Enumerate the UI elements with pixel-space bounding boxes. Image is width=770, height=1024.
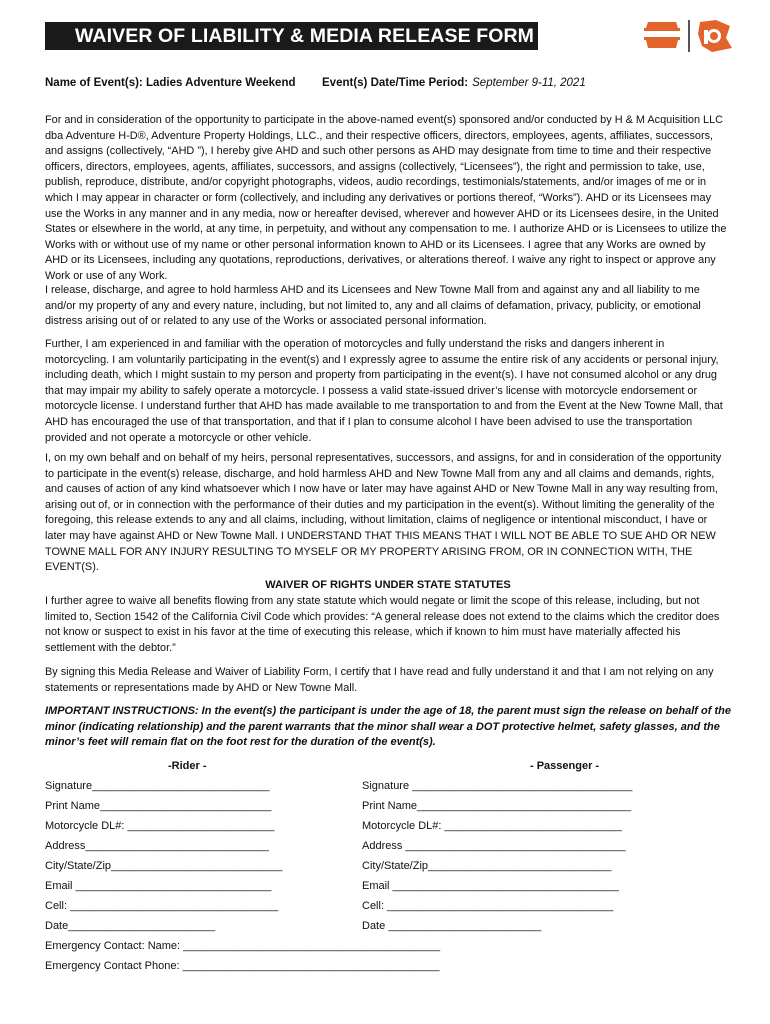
rider-signature-field[interactable]: Signature_____________________________ [45,780,270,792]
passenger-cell-field[interactable]: Cell: _____________________________________ [362,900,614,912]
passenger-date-field[interactable]: Date _________________________ [362,920,542,932]
media-release-paragraph: For and in consideration of the opportunity to participate in the above-named event(s) sponsored and/or conducted by H & M Acquisition LLC dba Adventure H-D®, Adventure Property Holdings, LLC., and their respective officers, directors, employees, agents, affiliates, successors, and assigns (collectively, “AHD ”), I hereby give AHD and such other persons as AHD may designate from time to time and their respective officers, directors, employees, agents, affiliates, successors, and assigns (collectively, “Licensees”), the right and permission to take, use, publish, reproduce, distribute, and/or copyright photographs, videos, audio recordings, testimonials/statements, and/or images of me or in which I may appear in character or form (collectively, and including any derivatives or portions thereof, “Works”). AHD or its Licensees may use the Works in any manner and in any media, now or hereafter devised, wherever and however AHD or its Licensees desire, in the United States or elsewhere in the world, at any time, in perpetuity, and without any compensation to me. I authorize AHD or is Licensees to utilize the Works with or without use of my name or other personal information known to AHD or its Licensees. I agree that any Works are owned by AHD or its Licensees, including any quotations, reproductions, derivatives, or alterations thereof. I waive any right to inspect or approve any Work or use of any Work. [45,114,727,282]
brand-logo [642,18,742,54]
event-date [322,77,586,89]
passenger-signature-field[interactable]: Signature ____________________________________ [362,780,633,792]
rider-dl-field[interactable]: Motorcycle DL#: ________________________ [45,820,275,832]
liability-paragraph: I, on my own behalf and on behalf of my heirs, personal representatives, successors, and assigns, for and in consideration of the opportunity to participate in the event(s) release, discharge, and hold harmless AHD and New Towne Mall from any and all claims and demands, rights, and causes of action of any kind whatsoever which I now have or later may have against AHD or New Towne Mall in any way resulting from, arising out of, or in connection with the performance of their duties and my participation in the event(s). Without limiting the generality of the foregoing, this release extends to any and all claims, including, without limitation, claims of negligence or intentional misconduct, I have or later may have against AHD or New Towne Mall. I UNDERSTAND THAT THIS MEANS THAT I WILL NOT BE ABLE TO SUE AHD OR NEW TOWNE MALL FOR ANY INJURY RESULTING TO MYSELF OR MY PROPERTY ARISING FROM, OR IN CONNECTION WITH, THE EVENT(S). [45,452,722,574]
anniversary-badge-icon [698,20,732,52]
event-name: Name of Event(s): Ladies Adventure Weekend [45,77,296,89]
important-instructions: IMPORTANT INSTRUCTIONS: In the event(s) the participant is under the age of 18, the parent must sign the release on behalf of the minor (indicating relationship) and the parent warrants that the minor shall wear a DOT protective helmet, safety glasses, and the minor’s feet will remain flat on the foot rest for the duration of the event(s). [45,705,731,749]
passenger-city-field[interactable]: City/State/Zip______________________________ [362,860,612,872]
event-date-label: Event(s) Date/Time Period: [322,77,469,89]
rider-date-field[interactable]: Date________________________ [45,920,216,932]
risk-paragraph: Further, I am experienced in and familiar with the operation of motorcycles and fully understand the risks and dangers inherent in motorcycling. I am voluntarily participating in the event(s) and I expressly agree to assume the entire risk of any accidents or personal injury, including death, which I might sustain to my person and property from participating in the event(s). I have not consumed alcohol or any drug that may impair my ability to safely operate a motorcycle. I possess a valid state-issued driver’s license with motorcycle endorsement or motorcycle license. I understand further that AHD has made available to me transportation to and from the Event at the New Towne Mall, that AHD has encouraged the use of that transportation, and that if I plan to consume alcohol I have been advised to use the transportation provided and not operate a motorcycle or other vehicle. [45,338,723,444]
rider-heading: -Rider - [168,760,207,772]
rider-address-field[interactable]: Address______________________________ [45,840,269,852]
passenger-email-field[interactable]: Email _____________________________________ [362,880,619,892]
rider-print-name-field[interactable]: Print Name____________________________ [45,800,272,812]
rider-city-field[interactable]: City/State/Zip____________________________ [45,860,283,872]
form-title: WAIVER OF LIABILITY & MEDIA RELEASE FORM [45,22,538,50]
rider-cell-field[interactable]: Cell: __________________________________ [45,900,279,912]
rider-email-field[interactable]: Email ________________________________ [45,880,272,892]
certification-paragraph: By signing this Media Release and Waiver of Liability Form, I certify that I have read and fully understand it and that I am not relying on any statements or representations made by AHD or New Towne Mall. [45,666,714,694]
release-paragraph: I release, discharge, and agree to hold harmless AHD and its Licensees and New Towne Mall from and against any and all liability to me and/or my property of any and every nature, including, but not limited to, any and all claims of defamation, privacy, publicity, or emotional distress arising out of or related to any use of the Works or associated personal information. [45,284,701,328]
logo-divider [688,20,690,52]
passenger-print-name-field[interactable]: Print Name___________________________________ [362,800,632,812]
statutes-paragraph: I further agree to waive all benefits flowing from any state statute which would negate or limit the scope of this release, including, but not limited to, Section 1542 of the California Civil Code which provides: “A general release does not extend to the claims which the creditor does not know or suspect to exist in his favor at the time of executing this release, which if known to him must have materially affected his settlement with the debtor.” [45,595,720,654]
statutes-heading: WAIVER OF RIGHTS UNDER STATE STATUTES [265,579,511,591]
emergency-contact-name-field[interactable]: Emergency Contact: Name: __________________________________________ [45,940,441,952]
passenger-heading: - Passenger - [530,760,600,772]
passenger-dl-field[interactable]: Motorcycle DL#: _____________________________ [362,820,622,832]
passenger-address-field[interactable]: Address ____________________________________ [362,840,626,852]
event-date-value: September 9-11, 2021 [472,77,586,89]
shield-icon [644,22,680,48]
emergency-contact-phone-field[interactable]: Emergency Contact Phone: __________________________________________ [45,960,440,972]
